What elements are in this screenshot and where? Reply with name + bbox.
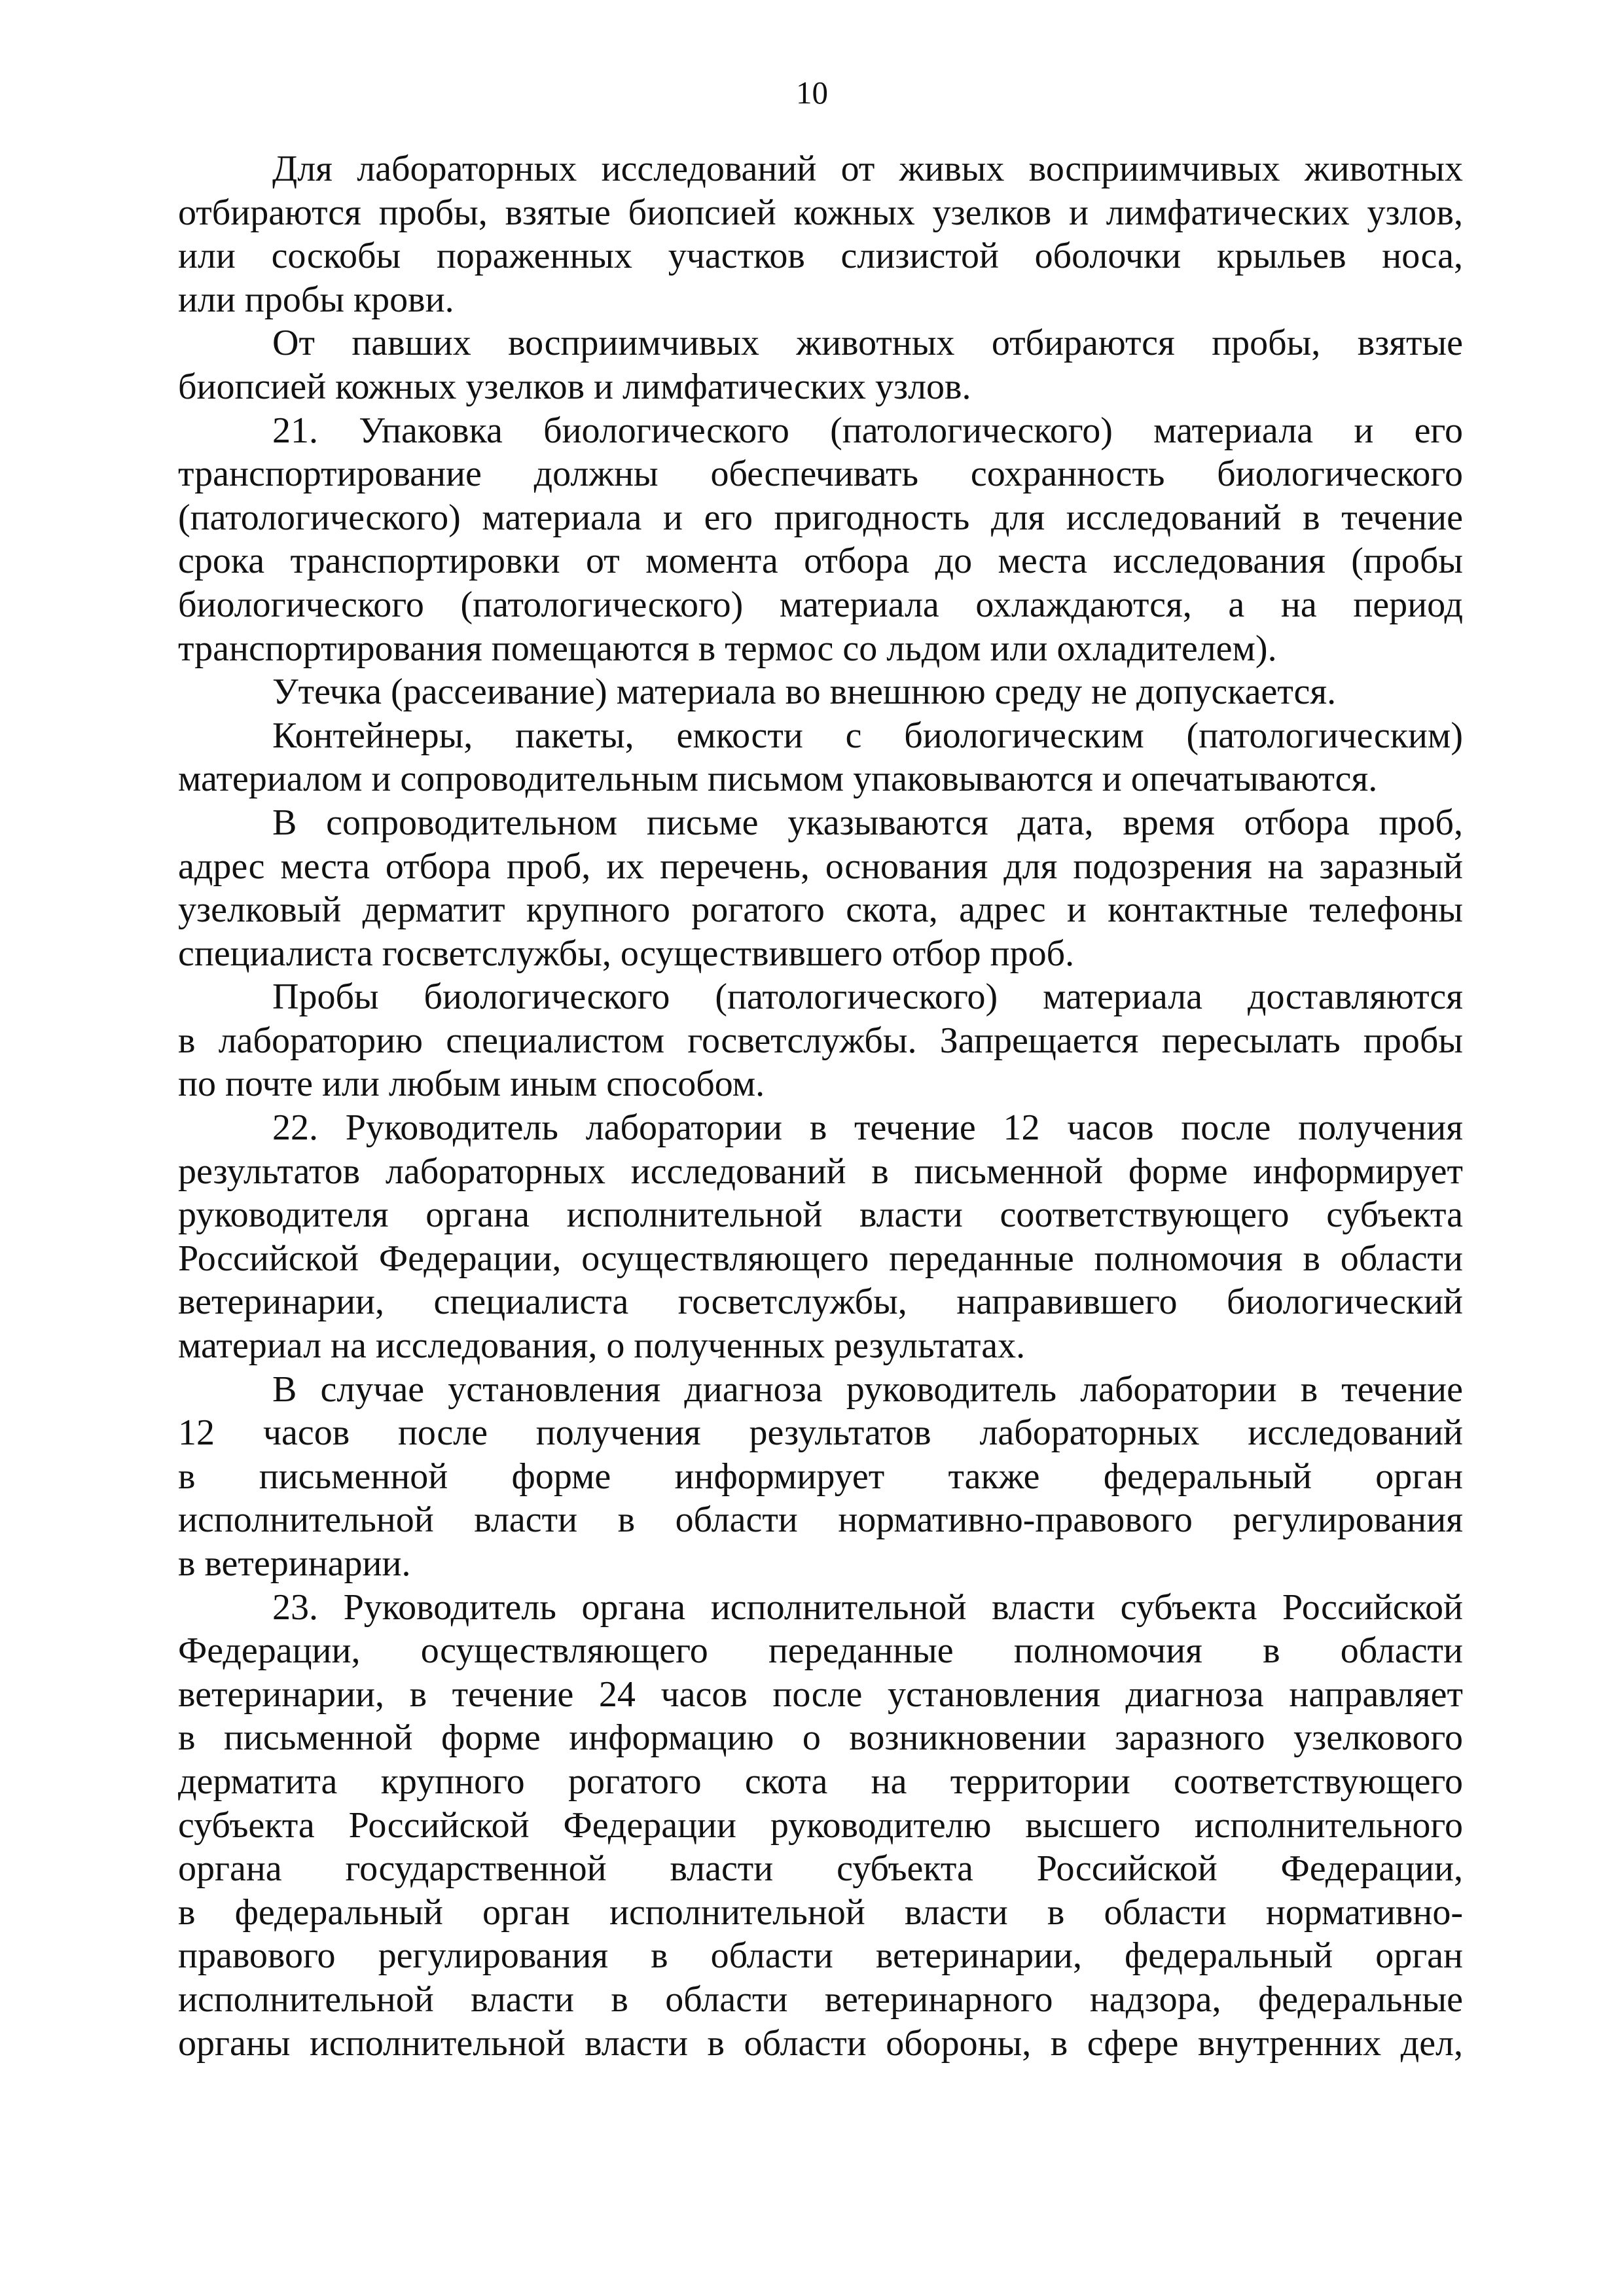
text-line: правового регулирования в области ветеринарии, федеральный орган bbox=[178, 1935, 1463, 1977]
text-line: материалом и сопроводительным письмом упаковываются и опечатываются. bbox=[178, 759, 1378, 800]
text-line: 22. Руководитель лаборатории в течение 12 часов после получения bbox=[272, 1107, 1463, 1149]
text-line: Контейнеры, пакеты, емкости с биологическим (патологическим) bbox=[272, 715, 1463, 756]
text-line: в лабораторию специалистом госветслужбы. Запрещается пересылать пробы bbox=[178, 1020, 1463, 1061]
text-line: в письменной форме информацию о возникновении заразного узелкового bbox=[178, 1717, 1463, 1759]
text-line: 12 часов после получения результатов лабораторных исследований bbox=[178, 1412, 1463, 1454]
text-line: ветеринарии, в течение 24 часов после установления диагноза направляет bbox=[178, 1674, 1463, 1715]
text-line: результатов лабораторных исследований в письменной форме информирует bbox=[178, 1151, 1463, 1192]
text-line: или соскобы пораженных участков слизистой оболочки крыльев носа, bbox=[178, 236, 1463, 277]
text-line: дерматита крупного рогатого скота на территории соответствующего bbox=[178, 1761, 1463, 1802]
text-line: руководителя органа исполнительной власти соответствующего субъекта bbox=[178, 1194, 1463, 1236]
text-line: транспортирования помещаются в термос со льдом или охладителем). bbox=[178, 628, 1277, 669]
text-line: срока транспортировки от момента отбора до места исследования (пробы bbox=[178, 541, 1463, 582]
text-line: материал на исследования, о полученных результатах. bbox=[178, 1325, 1026, 1367]
text-line: От павших восприимчивых животных отбираются пробы, взятые bbox=[272, 323, 1463, 364]
text-line: по почте или любым иным способом. bbox=[178, 1064, 765, 1105]
text-line: 23. Руководитель органа исполнительной власти субъекта Российской bbox=[272, 1587, 1463, 1628]
text-line: В сопроводительном письме указываются дата, время отбора проб, bbox=[272, 802, 1463, 843]
text-line: органы исполнительной власти в области обороны, в сфере внутренних дел, bbox=[178, 2022, 1463, 2064]
text-line: специалиста госветслужбы, осуществившего отбор проб. bbox=[178, 933, 1075, 974]
text-line: в письменной форме информирует также федеральный орган bbox=[178, 1456, 1463, 1497]
text-line: узелковый дерматит крупного рогатого скота, адрес и контактные телефоны bbox=[178, 889, 1463, 931]
text-line: (патологического) материала и его пригодность для исследований в течение bbox=[178, 497, 1463, 538]
text-line: В случае установления диагноза руководитель лаборатории в течение bbox=[272, 1369, 1463, 1410]
text-line: транспортирование должны обеспечивать сохранность биологического bbox=[178, 454, 1463, 495]
text-line: исполнительной власти в области ветеринарного надзора, федеральные bbox=[178, 1979, 1463, 2020]
text-line: органа государственной власти субъекта Российской Федерации, bbox=[178, 1848, 1463, 1890]
text-line: 21. Упаковка биологического (патологического) материала и его bbox=[272, 410, 1463, 451]
text-line: биологического (патологического) материала охлаждаются, а на период bbox=[178, 584, 1463, 625]
text-line: Утечка (рассеивание) материала во внешнюю среду не допускается. bbox=[272, 672, 1337, 713]
text-line: отбираются пробы, взятые биопсией кожных узелков и лимфатических узлов, bbox=[178, 192, 1463, 233]
text-line: ветеринарии, специалиста госветслужбы, направившего биологический bbox=[178, 1282, 1463, 1323]
text-line: Пробы биологического (патологического) материала доставляются bbox=[272, 977, 1463, 1018]
text-line: субъекта Российской Федерации руководителю высшего исполнительного bbox=[178, 1804, 1463, 1846]
text-line: в ветеринарии. bbox=[178, 1543, 411, 1584]
text-line: Для лабораторных исследований от живых восприимчивых животных bbox=[272, 149, 1463, 189]
document-body bbox=[178, 147, 1463, 2065]
text-line: Федерации, осуществляющего переданные полномочия в области bbox=[178, 1630, 1463, 1672]
page-number: 10 bbox=[796, 75, 828, 111]
text-line: адрес места отбора проб, их перечень, основания для подозрения на заразный bbox=[178, 846, 1463, 887]
text-line: биопсией кожных узелков и лимфатических узлов. bbox=[178, 366, 971, 407]
text-line: в федеральный орган исполнительной власти в области нормативно- bbox=[178, 1892, 1463, 1933]
text-line: исполнительной власти в области нормативно-правового регулирования bbox=[178, 1499, 1463, 1541]
text-line: Российской Федерации, осуществляющего переданные полномочия в области bbox=[178, 1238, 1463, 1279]
text-line: или пробы крови. bbox=[178, 279, 454, 320]
